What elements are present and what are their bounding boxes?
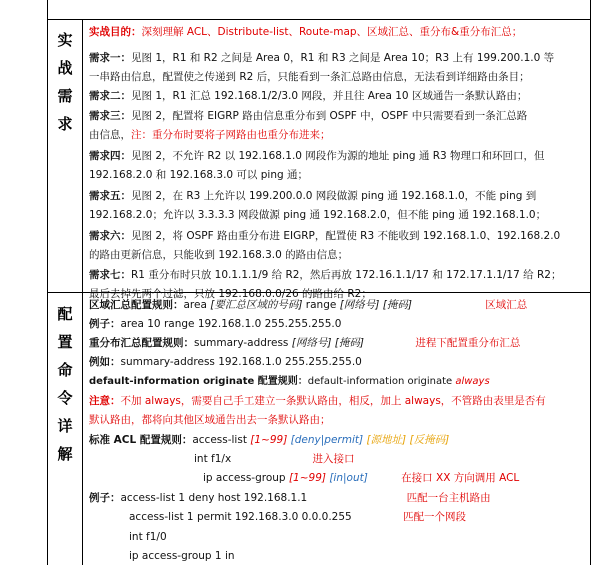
label-char: 需 xyxy=(57,87,73,105)
req5-line-a xyxy=(89,188,536,204)
note-text-a: 不加 always，需要自己手工建立一条默认路由，相反，加上 always，不管路由表里是否有 xyxy=(120,395,546,407)
goal-label: 实战目的： xyxy=(89,26,142,38)
req7-label: 需求七： xyxy=(89,269,131,281)
acl-int-cmd: int f1/x xyxy=(194,453,232,465)
acl-rule-line xyxy=(89,432,449,448)
label-char: 详 xyxy=(57,417,73,435)
redist-rule-line xyxy=(89,335,520,351)
column-divider xyxy=(82,19,83,565)
area-rule-cmd: area xyxy=(183,299,211,311)
goal-text: 深刻理解 ACL、Distribute-list、Route-map、区域汇总、重分布&重分布汇总； xyxy=(141,26,523,38)
req4-label: 需求四： xyxy=(89,150,131,162)
label-char: 战 xyxy=(57,59,73,77)
example2-label: 例如： xyxy=(89,356,121,368)
label-char: 命 xyxy=(57,361,73,379)
req6-text-a: 见图 2，将 OSPF 路由重分布进 EIGRP，配置使 R3 不能收到 192.168.1.0、192.168.2.0 xyxy=(131,230,561,242)
note-line-a xyxy=(89,393,546,409)
example1-label: 例子： xyxy=(89,318,121,330)
example3-label: 例子： xyxy=(89,492,121,504)
acl-int-note: 进入接口 xyxy=(312,453,355,465)
default-rule-label: default-information originate 配置规则： xyxy=(89,376,308,387)
area-rule-arg1: [要汇总区域的号码] xyxy=(210,299,303,311)
req2-line xyxy=(89,88,527,104)
default-rule-line xyxy=(89,374,490,390)
area-rule-note: 区域汇总 xyxy=(485,299,528,311)
label-char: 令 xyxy=(57,389,73,407)
acl-ip-arg1: [1~99] xyxy=(288,472,326,484)
req6-line-a xyxy=(89,228,560,244)
section-label-config xyxy=(48,300,82,468)
example1-line xyxy=(89,316,341,332)
req3-text-a: 见图 2，配置将 EIGRP 路由信息重分布到 OSPF 中，OSPF 中只需要看到一条汇总路 xyxy=(131,110,528,122)
acl-rule-arg2: [deny|permit] xyxy=(287,434,364,446)
example3-note1: 匹配一台主机路由 xyxy=(406,492,491,504)
note-label: 注意： xyxy=(89,395,121,407)
req1-line-a xyxy=(89,50,554,66)
req2-label: 需求二： xyxy=(89,90,131,102)
example3-line3 xyxy=(89,529,167,545)
example3-note2: 匹配一个网段 xyxy=(403,511,467,523)
req7-text-a: R1 重分布时只放 10.1.1.1/9 给 R2，然后再放 172.16.1.1/17 和 172.17.1.1/17 给 R2； xyxy=(131,269,562,281)
req3-text-b: 由信息， xyxy=(89,129,131,141)
acl-rule-label: 标准 ACL 配置规则： xyxy=(89,434,193,446)
req4-text-a: 见图 2，不允许 R2 以 192.168.1.0 网段作为源的地址 ping 通 R3 物理口和环回口，但 xyxy=(131,150,545,162)
acl-ip-note: 在接口 XX 方向调用 ACL xyxy=(401,472,520,484)
area-rule-arg3: [掩码] xyxy=(379,299,412,311)
example3-text1: access-list 1 deny host 192.168.1.1 xyxy=(120,492,308,504)
area-rule-line xyxy=(89,297,527,313)
req3-label: 需求三： xyxy=(89,110,131,122)
req5-line-b xyxy=(89,207,546,223)
section-label-requirements xyxy=(48,26,82,138)
example3-text3: int f1/0 xyxy=(129,531,167,543)
area-rule-range: range xyxy=(302,299,340,311)
example2-line xyxy=(89,354,362,370)
default-rule-cmd: default-information originate xyxy=(307,376,456,387)
redist-rule-note: 进程下配置重分布汇总 xyxy=(415,337,521,349)
redist-rule-arg2: [掩码] xyxy=(331,337,364,349)
example3-line1 xyxy=(89,490,491,506)
acl-ip-line xyxy=(89,470,519,486)
req1-text-a: 见图 1，R1 和 R2 之间是 Area 0，R1 和 R3 之间是 Area 10；R3 上有 199.200.1.0 等 xyxy=(131,52,555,64)
req6-text-b: 的路由更新信息，只能收到 192.168.3.0 的路由信息； xyxy=(89,249,349,261)
example3-line2 xyxy=(89,509,466,525)
req4-text-b: 192.168.2.0 和 192.168.3.0 可以 ping 通； xyxy=(89,169,309,181)
req3-line-b xyxy=(89,127,331,143)
req4-line-a xyxy=(89,148,545,164)
label-char: 配 xyxy=(57,305,73,323)
note-text-b: 默认路由，都将向其他区域通告出去一条默认路由； xyxy=(89,414,331,426)
acl-rule-arg3: [源地址] xyxy=(363,434,407,446)
label-char: 解 xyxy=(57,445,73,463)
note-line-b xyxy=(89,412,331,428)
redist-rule-label: 重分布汇总配置规则： xyxy=(89,337,194,349)
req6-label: 需求六： xyxy=(89,230,131,242)
label-char: 置 xyxy=(57,333,73,351)
req6-line-b xyxy=(89,247,348,263)
acl-ip-cmd: ip access-group xyxy=(203,472,289,484)
req1-text-b: 一串路由信息，配置使之传递到 R2 后，只能看到一条汇总路由信息，无法看到详细路由条目； xyxy=(89,71,530,83)
acl-ip-arg2: [in|out] xyxy=(325,472,368,484)
label-char: 求 xyxy=(57,115,73,133)
req1-label: 需求一： xyxy=(89,52,131,64)
example3-text4: ip access-group 1 in xyxy=(129,550,235,562)
req7-line-a xyxy=(89,267,561,283)
redist-rule-arg1: [网络号] xyxy=(291,337,332,349)
acl-rule-arg1: [1~99] xyxy=(250,434,288,446)
area-rule-arg2: [网络号] xyxy=(339,299,380,311)
req5-text-b: 192.168.2.0；允许以 3.3.3.3 网段做源 ping 通 192.168.2.0，但不能 ping 通 192.168.1.0； xyxy=(89,209,547,221)
acl-rule-arg4: [反掩码] xyxy=(406,434,450,446)
label-char: 实 xyxy=(57,31,73,49)
redist-rule-cmd: summary-address xyxy=(194,337,292,349)
row-divider-top xyxy=(47,19,590,20)
req2-text: 见图 1，R1 汇总 192.168.1/2/3.0 网段，并且往 Area 10 区域通告一条默认路由； xyxy=(131,90,528,102)
example2-text: summary-address 192.168.1.0 255.255.255.0 xyxy=(120,356,362,368)
area-rule-label: 区域汇总配置规则： xyxy=(89,299,184,311)
goal-line xyxy=(89,24,522,40)
req5-label: 需求五： xyxy=(89,190,131,202)
req1-line-b xyxy=(89,69,530,85)
acl-int-line xyxy=(89,451,355,467)
example3-line4 xyxy=(89,548,235,564)
req7-text-b: 最后去掉先两个过滤，只放 192.168.0.0/26 的路由给 R2； xyxy=(89,288,372,300)
req4-line-b xyxy=(89,167,308,183)
req3-line-a xyxy=(89,108,527,124)
acl-rule-cmd: access-list xyxy=(192,434,251,446)
req3-note: 注：重分布时要将子网路由也重分布进来； xyxy=(131,129,331,141)
example1-text: area 10 range 192.168.1.0 255.255.255.0 xyxy=(120,318,342,330)
req5-text-a: 见图 2，在 R3 上允许以 199.200.0.0 网段做源 ping 通 192.168.1.0，不能 ping 到 xyxy=(131,190,537,202)
example3-text2: access-list 1 permit 192.168.3.0 0.0.0.255 xyxy=(129,511,352,523)
default-rule-keyword: always xyxy=(455,376,490,387)
